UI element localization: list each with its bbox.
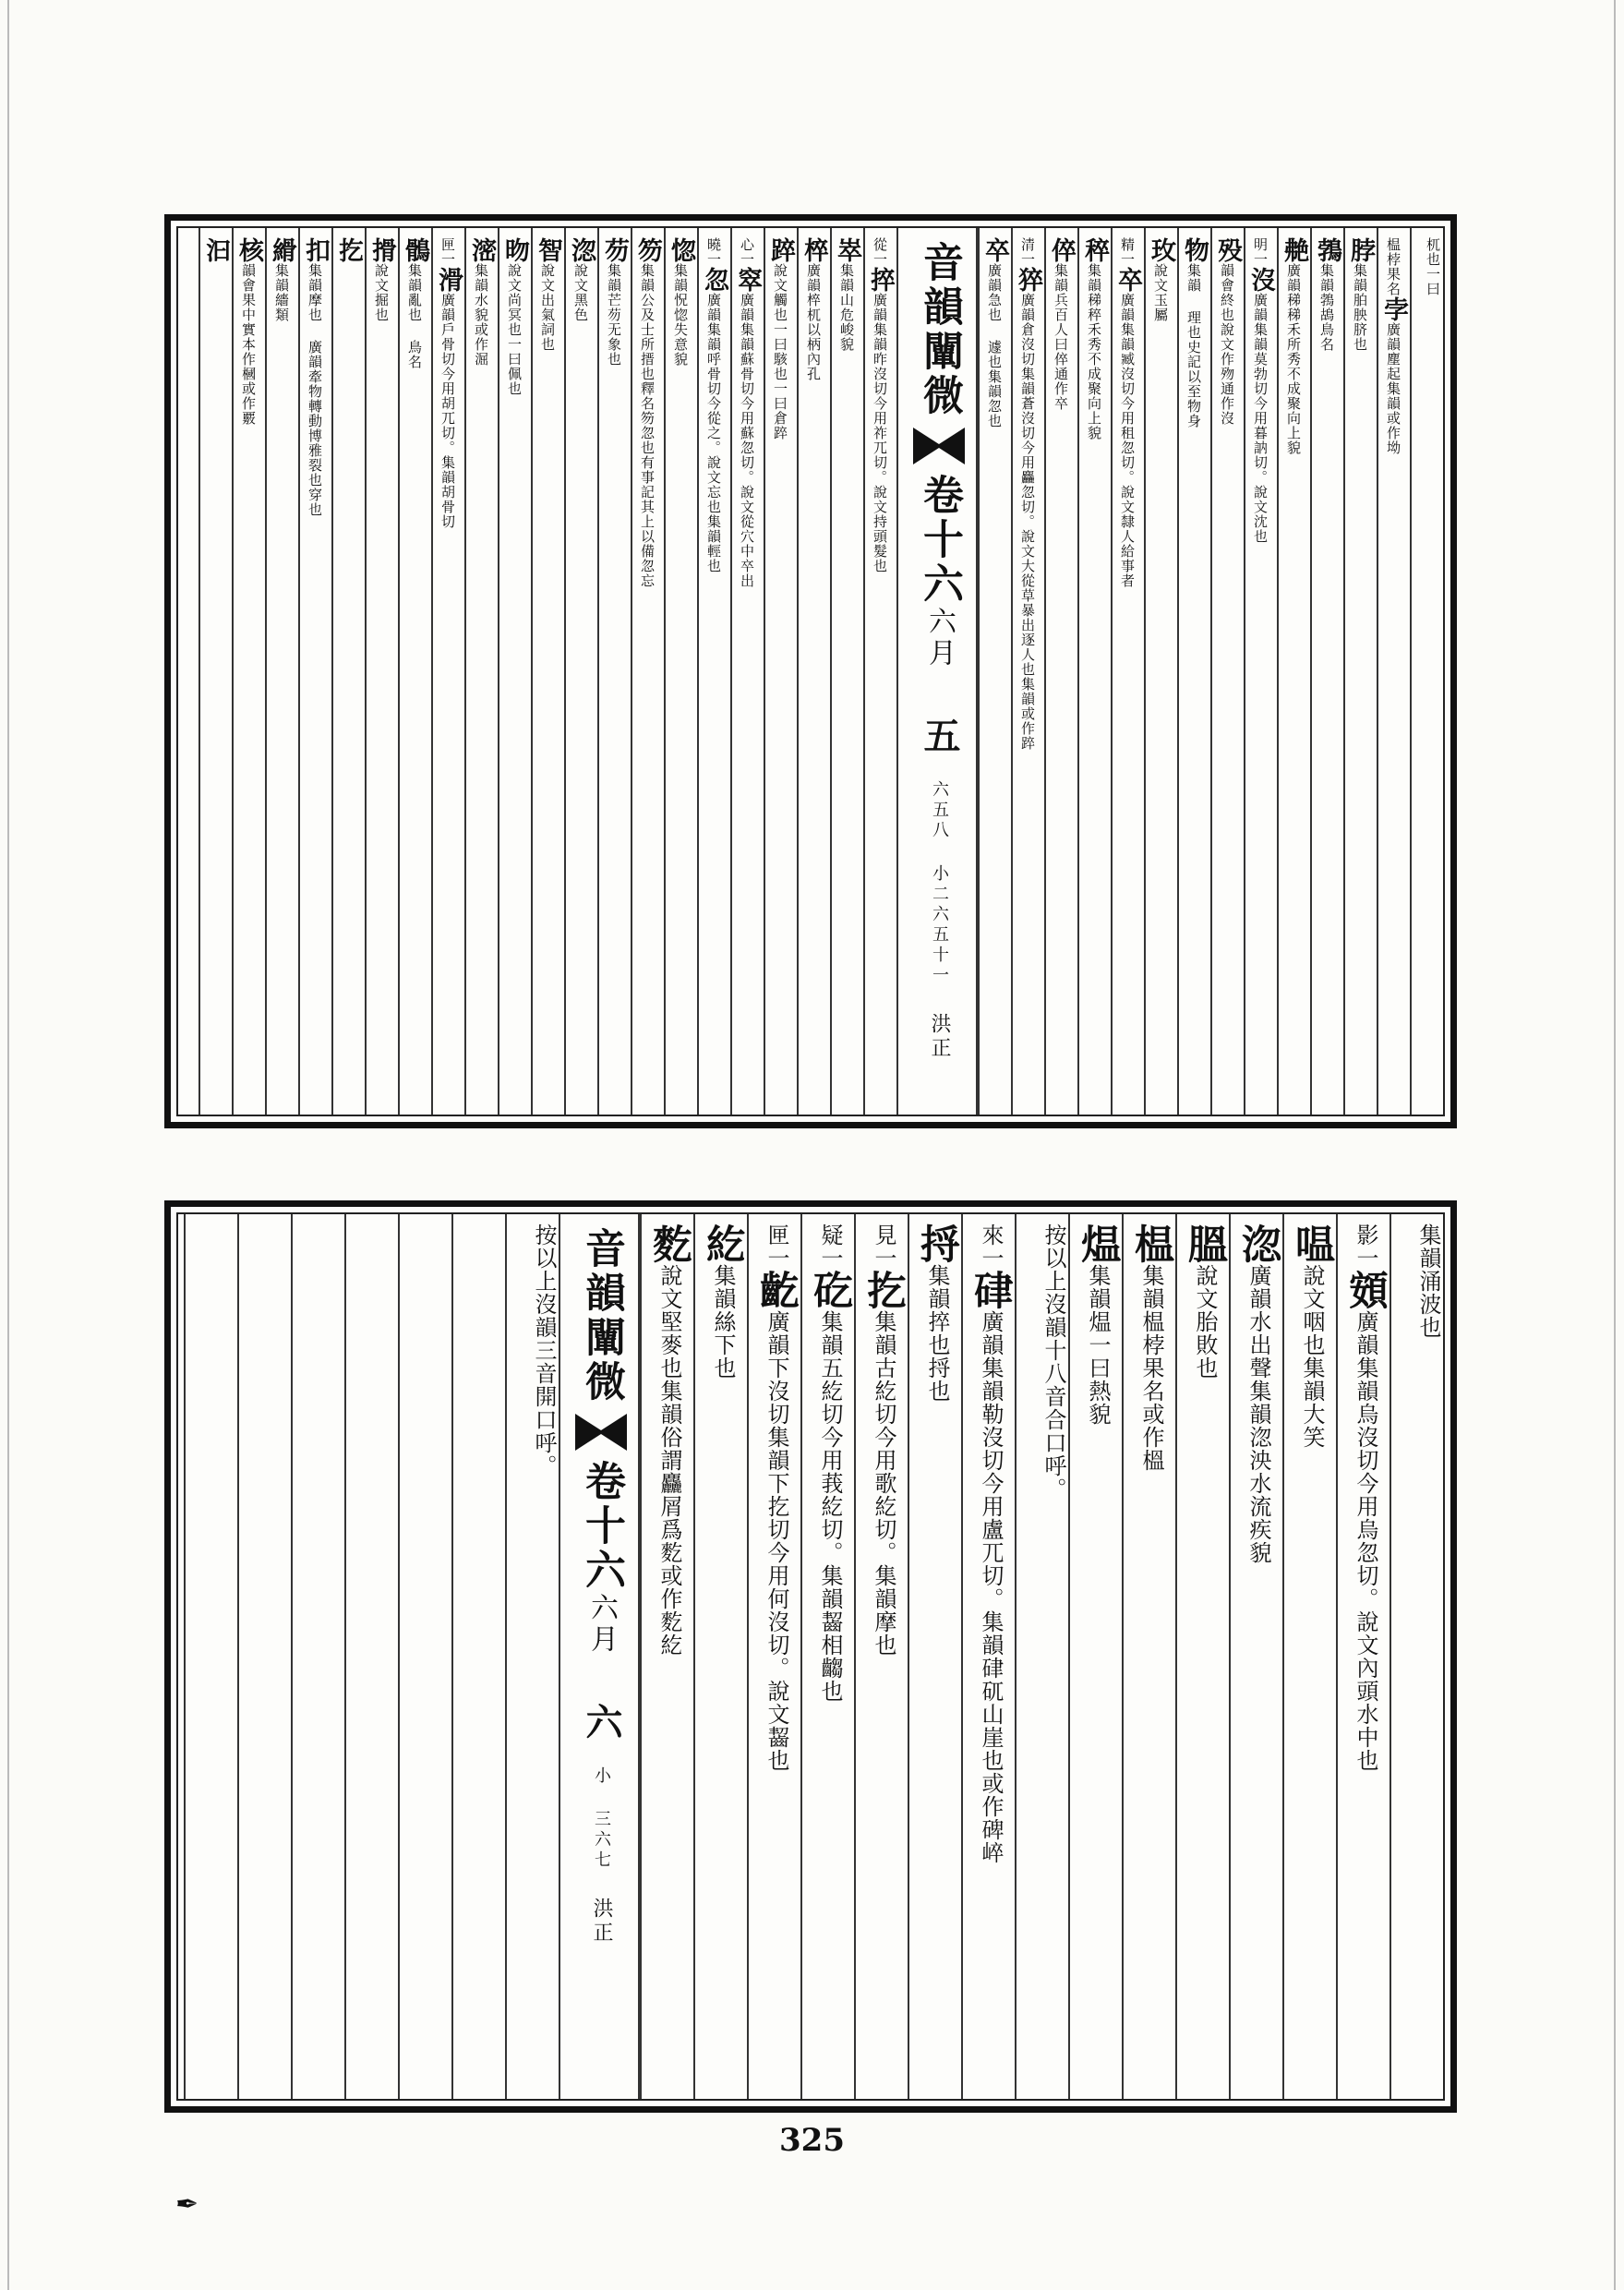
gloss-text: 集韻胉胦脐也 [1352, 263, 1368, 352]
book-title: 音韻闡微 [578, 1227, 625, 1404]
top-left-column [431, 228, 464, 1115]
gloss-text: 廣韻稊稊禾所秀不成聚向上貌 [1285, 263, 1302, 455]
top-left-column [464, 228, 498, 1115]
bottom-empty-column [184, 1214, 237, 2099]
top-left-column [863, 228, 896, 1115]
initial-label: 疑一 [817, 1223, 843, 1270]
top-left-column [664, 228, 697, 1115]
bottom-right-column [693, 1214, 747, 2099]
gloss-text: 集韻絲下也 [710, 1264, 736, 1380]
head-character: 膃 [1182, 1223, 1228, 1264]
gloss-text: 廣韻倉沒切集韻蒼沒切今用麤忽切。說文大從草暴出逐人也集韻或作踤 [1019, 293, 1036, 751]
top-left-column [564, 228, 597, 1115]
leaf-code: 小 三六七 [592, 1743, 611, 1871]
head-character: 智 [534, 237, 562, 263]
top-left-column [697, 228, 730, 1115]
head-character: 猝 [1014, 267, 1042, 293]
gloss-text: 說文掘也 [373, 263, 390, 322]
head-character: 倅 [1047, 237, 1076, 263]
head-character: 捋 [914, 1223, 960, 1264]
bottom-page-columns [176, 1212, 1445, 2101]
top-right-column [1244, 228, 1277, 1115]
head-character: 昒 [500, 237, 529, 263]
head-character: 玫 [1147, 237, 1175, 263]
top-right-column [1011, 228, 1044, 1115]
bottom-right-column [800, 1214, 854, 2099]
top-left-column [232, 228, 265, 1115]
top-left-column [730, 228, 764, 1115]
top-page-columns [176, 226, 1445, 1116]
head-character: 頞 [1342, 1270, 1389, 1310]
head-character: 卒 [980, 237, 1009, 263]
gloss-text: 廣韻戶骨切今用胡兀切。集韻胡骨切 [439, 293, 456, 529]
leaf-number: 五 [918, 669, 961, 757]
gloss-text: 廣韻急也 遽也集韻忽也 [986, 263, 1003, 428]
gloss-text: 集韻 理也史記以至物身 [1185, 263, 1202, 428]
gloss-text: 廣韻集韻昨沒切今用祚兀切。說文持頭髮也 [872, 293, 888, 573]
gloss-text: 集韻怳惚失意貌 [672, 263, 689, 367]
gloss-text: 集韻鵓鴣鳥名 [1318, 263, 1335, 352]
head-character: 芴 [600, 237, 629, 263]
gloss-text: 韻會終也說文作歾通作沒 [1219, 263, 1235, 426]
volume-label: 卷十六 [916, 474, 963, 607]
top-right-column [1077, 228, 1111, 1115]
head-character: 縎 [268, 237, 296, 263]
column-text: 按以上沒韻三音開口呼。 [531, 1223, 557, 1477]
gloss-text: 說文尚冥也一曰佩也 [506, 263, 523, 396]
top-right-column [1277, 228, 1310, 1115]
scan-edge-right [1614, 0, 1616, 2290]
bottom-right-column [1282, 1214, 1336, 2099]
initial-label: 影一 [1353, 1223, 1378, 1270]
bottom-page-block [164, 1200, 1457, 2113]
gloss-text: 廣韻椊杌以柄內孔 [805, 263, 822, 381]
head-character: 沒 [1246, 267, 1275, 293]
gloss-text: 集韻兵百人曰倅通作卒 [1053, 263, 1069, 411]
top-page-block [164, 214, 1457, 1128]
top-right-column [1044, 228, 1077, 1115]
bottom-right-column [1389, 1214, 1443, 2099]
bottom-right-column [1015, 1214, 1068, 2099]
top-right-column [1177, 228, 1210, 1115]
head-character: 脖 [1346, 237, 1375, 263]
top-right-column [978, 228, 1011, 1115]
top-left-column [298, 228, 331, 1115]
top-left-column [631, 228, 664, 1115]
head-character: 捽 [866, 267, 895, 293]
top-right-column [1144, 228, 1177, 1115]
bottom-right-column [640, 1214, 693, 2099]
head-character: 汩 [201, 237, 230, 263]
bottom-right-column [747, 1214, 800, 2099]
top-right-column [1377, 228, 1410, 1115]
head-character: 惚 [667, 237, 695, 263]
gloss-text: 廣韻集韻勒沒切今用盧兀切。集韻硉矹山崖也或作碑崪 [978, 1310, 1004, 1864]
book-title: 音韻闡微 [916, 241, 963, 418]
top-left-column [797, 228, 830, 1115]
gloss-text: 廣韻下沒切集韻下扢切今用何沒切。說文齧也 [764, 1310, 789, 1772]
column-text: 集韻涌波也 [1415, 1223, 1441, 1339]
bottom-center-fold [559, 1214, 640, 2099]
head-character: 稡 [1080, 237, 1109, 263]
bottom-empty-column [398, 1214, 451, 2099]
gloss-text: 說文觸也一曰駭也一曰倉踤 [772, 263, 788, 440]
head-character: 卒 [1113, 267, 1142, 293]
head-character: 紇 [700, 1223, 746, 1264]
top-left-column [531, 228, 564, 1115]
gloss-text: 集韻繬類 [273, 263, 290, 322]
head-character: 淴 [567, 237, 595, 263]
bottom-right-column [1336, 1214, 1389, 2099]
top-left-column [265, 228, 298, 1115]
gloss-text: 集韻公及士所搢也釋名笏忽也有事記其上以備忽忘 [639, 263, 656, 588]
gloss-text: 說文胎敗也 [1192, 1264, 1218, 1380]
editor-mark: 洪正 [928, 986, 951, 1061]
gloss-text: 廣韻集韻臧沒切今用租忽切。說文隸人給事者 [1119, 293, 1136, 588]
head-character: 淴 [1235, 1223, 1281, 1264]
fish-tail-mark [575, 1414, 627, 1451]
bottom-empty-column [344, 1214, 398, 2099]
gloss-text: 說文堅麥也集韻俗謂麤屑爲麧或作麧紇 [656, 1264, 682, 1657]
bottom-right-column [908, 1214, 961, 2099]
column-text: 杌也一曰 [1425, 237, 1441, 296]
head-character: 笏 [633, 237, 662, 263]
gloss-text: 集韻水貌或作淈 [473, 263, 489, 367]
top-left-column [331, 228, 365, 1115]
head-character: 艴 [1280, 237, 1308, 263]
gloss-text: 廣韻集韻莫勃切今用暮訥切。說文沈也 [1252, 293, 1269, 544]
top-left-column [398, 228, 431, 1115]
bottom-left-column [505, 1214, 559, 2099]
head-character: 鵓 [1313, 237, 1341, 263]
head-character: 滵 [467, 237, 496, 263]
gloss-text: 集韻亂也 鳥名 [406, 263, 423, 369]
column-text: 按以上沒韻十八音合口呼。 [1041, 1223, 1066, 1501]
bottom-right-column [961, 1214, 1015, 2099]
column-text: 榅桲果名 [1385, 237, 1401, 296]
gloss-text: 集韻山危峻貌 [838, 263, 855, 352]
gloss-text: 集韻摩也 廣韻牽物轉動博雅裂也穿也 [307, 263, 323, 517]
head-character: 扣 [301, 237, 330, 263]
month-label: 六月 [585, 1593, 618, 1656]
gloss-text: 集韻榅桲果名或作榲 [1138, 1264, 1164, 1472]
gloss-text: 說文出氣詞也 [539, 263, 556, 352]
month-label: 六月 [923, 607, 956, 669]
top-center-fold [896, 228, 978, 1115]
head-character: 麧 [646, 1223, 692, 1264]
head-character: 椊 [800, 237, 828, 263]
bottom-empty-column [451, 1214, 505, 2099]
head-character: 物 [1180, 237, 1209, 263]
bottom-right-column [1122, 1214, 1175, 2099]
top-right-column [1111, 228, 1144, 1115]
gloss-text: 說文玉屬 [1152, 263, 1169, 322]
head-character: 硉 [968, 1270, 1014, 1310]
bottom-empty-column [291, 1214, 344, 2099]
top-right-column [1410, 228, 1443, 1115]
head-character: 矻 [807, 1270, 853, 1310]
bottom-right-column [1175, 1214, 1229, 2099]
head-character: 忽 [700, 267, 728, 293]
bottom-right-column [854, 1214, 908, 2099]
head-character: 殁 [1213, 237, 1242, 263]
bottom-right-column [1229, 1214, 1282, 2099]
top-right-column [1310, 228, 1343, 1115]
head-character: 榅 [1128, 1223, 1174, 1264]
leaf-code: 六五八 小二六五十一 [930, 757, 949, 986]
gloss-text: 說文咽也集韻大笑 [1299, 1264, 1325, 1449]
initial-label: 心一 [739, 237, 755, 267]
gloss-text: 韻會果中實本作槶或作覈 [240, 263, 257, 426]
head-character: 嗢 [1289, 1223, 1335, 1264]
fish-tail-mark [913, 428, 965, 464]
head-character: 滑 [434, 267, 463, 293]
initial-label: 曉一 [705, 237, 722, 267]
initial-label: 匣一 [764, 1223, 789, 1270]
volume-label: 卷十六 [578, 1460, 625, 1593]
initial-label: 匣一 [439, 237, 456, 267]
gloss-text: 廣韻集韻烏沒切今用烏忽切。說文內頭水中也 [1353, 1310, 1378, 1772]
top-right-column [1343, 228, 1377, 1115]
head-character: 踤 [766, 237, 795, 263]
head-character: 窣 [733, 267, 762, 293]
gloss-text: 廣韻水出聲集韻淴泱水流疾貌 [1245, 1264, 1271, 1564]
initial-label: 清一 [1019, 237, 1036, 267]
bottom-empty-column [237, 1214, 291, 2099]
page-number: 325 [779, 2122, 845, 2159]
initial-label: 精一 [1119, 237, 1136, 267]
gloss-text: 集韻稊稡禾秀不成聚向上貌 [1086, 263, 1102, 440]
head-character: 鶻 [401, 237, 429, 263]
initial-label: 從一 [872, 237, 888, 267]
gloss-text: 廣韻集韻蘇骨切今用蘇忽切。說文從穴中卒出 [739, 293, 755, 588]
head-character: 煴 [1075, 1223, 1121, 1264]
top-left-column [365, 228, 398, 1115]
gloss-text: 集韻捽也捋也 [924, 1264, 950, 1403]
initial-label: 來一 [978, 1223, 1004, 1270]
top-left-column [764, 228, 797, 1115]
gloss-text: 廣韻塵起集韻或作坳 [1385, 322, 1401, 455]
gloss-text: 說文黑色 [572, 263, 589, 322]
top-right-column [1210, 228, 1244, 1115]
top-left-column [597, 228, 631, 1115]
head-character: 扢 [860, 1270, 907, 1310]
top-left-column [498, 228, 531, 1115]
gloss-text: 集韻五紇切今用莪紇切。集韻齧相齺也 [817, 1310, 843, 1703]
head-character: 崒 [833, 237, 861, 263]
ink-mark: ✒ [175, 2188, 199, 2221]
head-character: 搰 [367, 237, 396, 263]
head-character: 核 [235, 237, 263, 263]
head-character: 孛 [1379, 296, 1408, 322]
top-left-column [198, 228, 232, 1115]
top-left-column [830, 228, 863, 1115]
editor-mark: 洪正 [590, 1871, 613, 1946]
bottom-right-column [1068, 1214, 1122, 2099]
head-character: 扢 [334, 237, 363, 263]
head-character: 齕 [753, 1270, 800, 1310]
gloss-text: 集韻芒芴无象也 [606, 263, 622, 367]
gloss-text: 集韻煴一曰熱貌 [1085, 1264, 1111, 1426]
initial-label: 明一 [1252, 237, 1269, 267]
gloss-text: 廣韻集韻呼骨切今從之。說文忘也集韻輕也 [705, 293, 722, 573]
scan-edge-left [7, 0, 9, 2290]
gloss-text: 集韻古紇切今用歌紇切。集韻摩也 [871, 1310, 896, 1657]
leaf-number: 六 [580, 1656, 623, 1743]
initial-label: 見一 [871, 1223, 896, 1270]
